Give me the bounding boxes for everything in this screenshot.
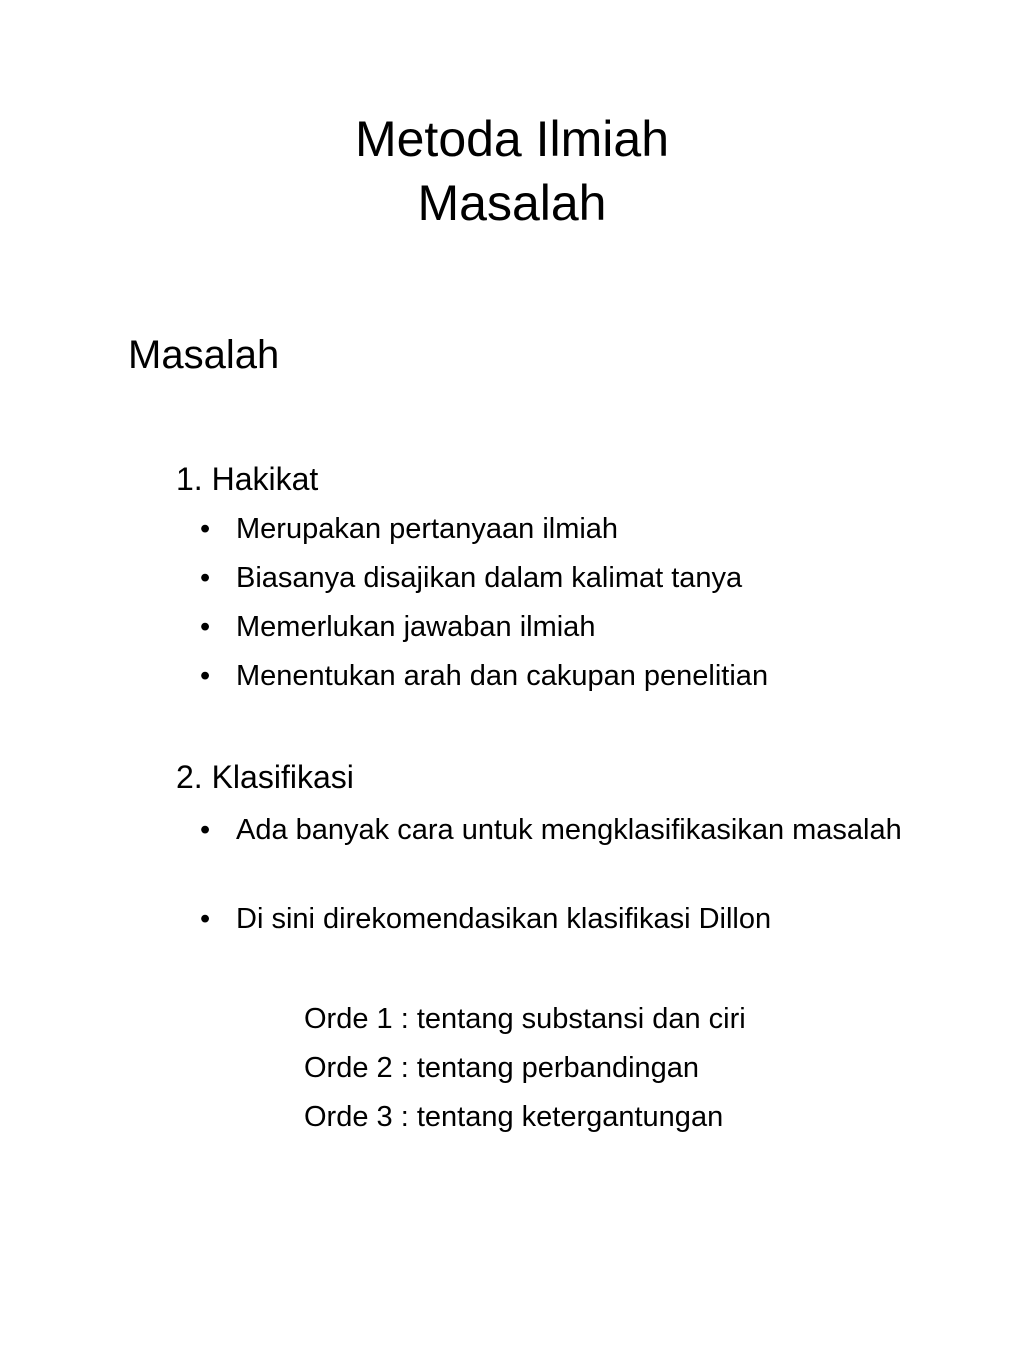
section-heading: Masalah [128,333,280,377]
slide-title-line-1: Metoda Ilmiah [354,111,670,167]
list-item: Memerlukan jawaban ilmiah [236,611,596,643]
orde-line-2: Orde 2 : tentang perbandingan [304,1052,700,1084]
list-item: Di sini direkomendasikan klasifikasi Dillon [236,903,772,935]
bullet-icon: • [200,611,211,643]
list-item: Ada banyak cara untuk mengklasifikasikan masalah [236,814,902,846]
bullet-icon: • [200,814,211,846]
list-item: Menentukan arah dan cakupan penelitian [236,660,769,692]
slide-title-line-2: Masalah [417,175,607,231]
bullet-icon: • [200,903,211,935]
bullet-icon: • [200,660,211,692]
section-label-klasifikasi: 2. Klasifikasi [176,759,354,795]
list-item: Merupakan pertanyaan ilmiah [236,513,619,545]
orde-line-3: Orde 3 : tentang ketergantungan [304,1101,724,1133]
bullet-icon: • [200,562,211,594]
orde-line-1: Orde 1 : tentang substansi dan ciri [304,1003,746,1035]
bullet-icon: • [200,513,211,545]
list-item: Biasanya disajikan dalam kalimat tanya [236,562,743,594]
section-label-hakikat: 1. Hakikat [176,461,319,497]
